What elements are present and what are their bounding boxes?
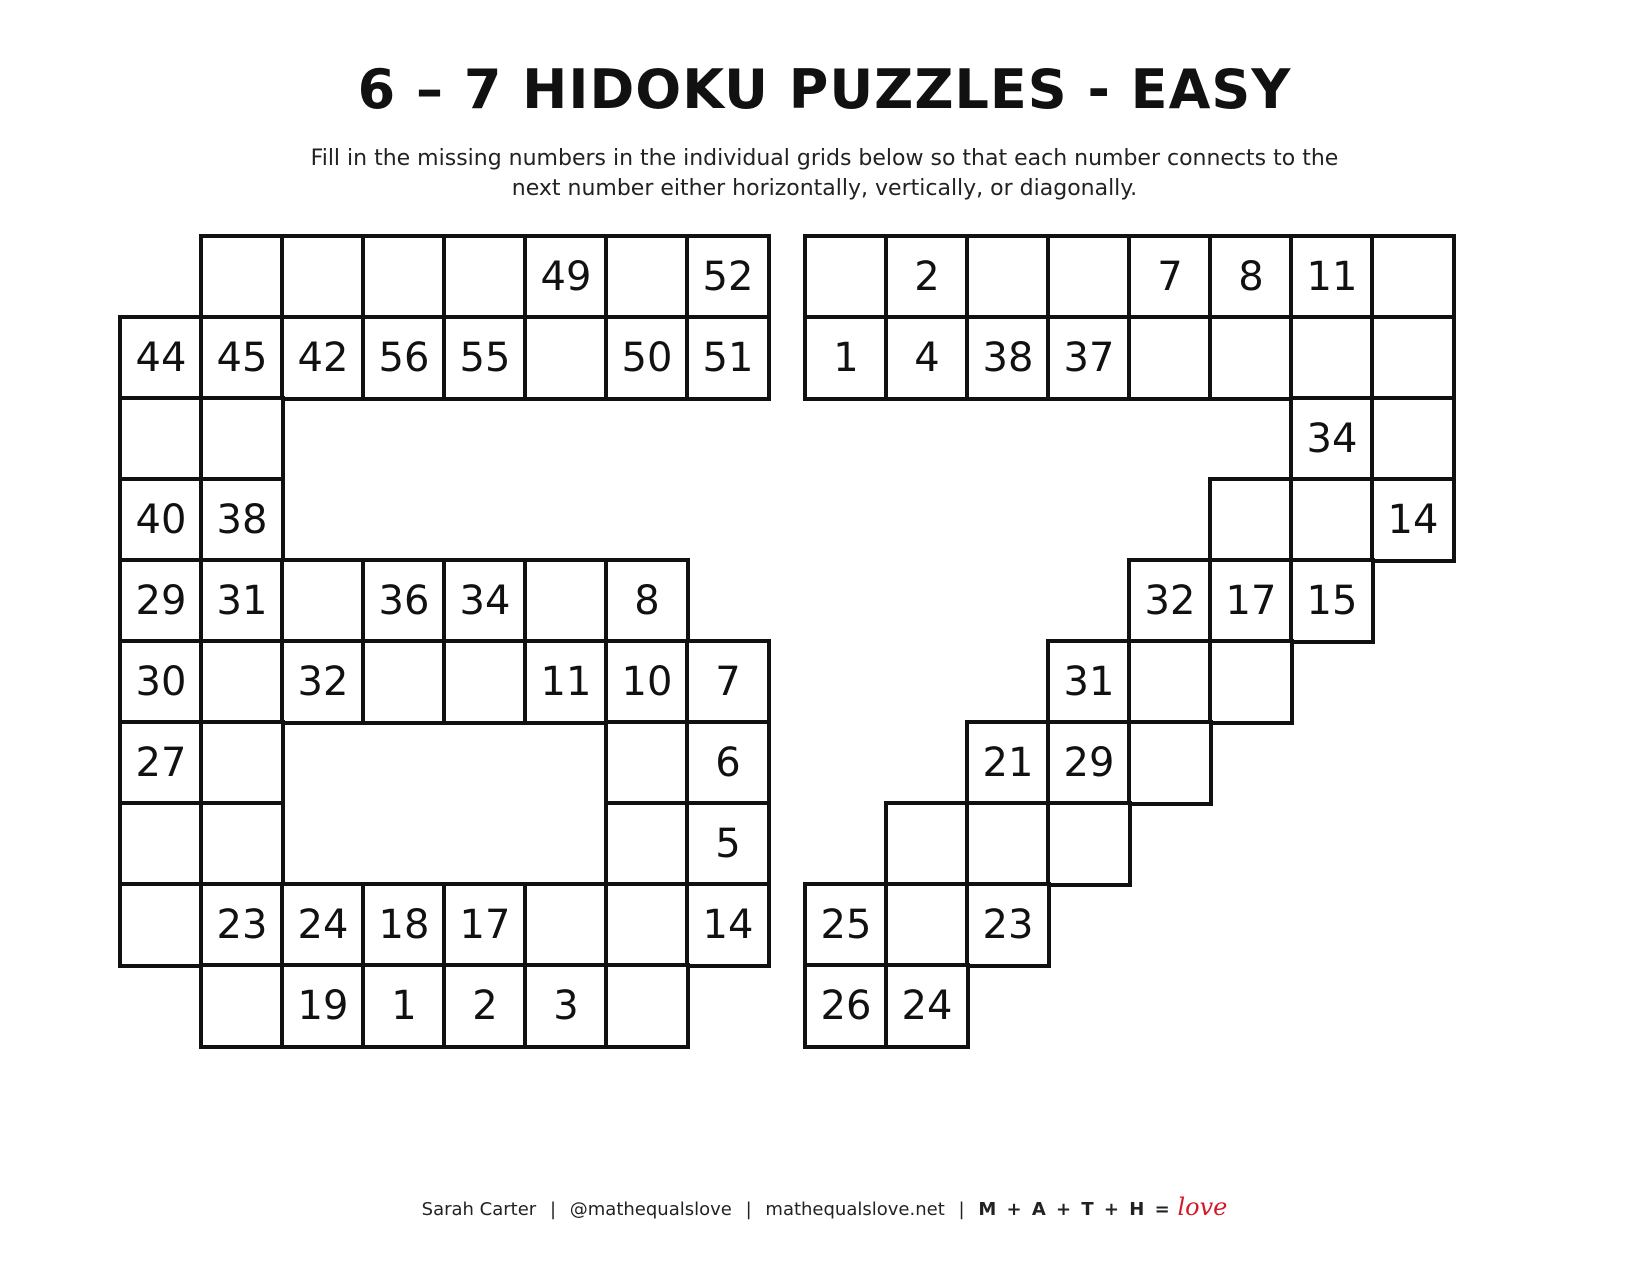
grid-cell[interactable]: 30 — [118, 639, 204, 725]
grid-cell[interactable]: 7 — [1127, 234, 1213, 320]
grid-cell[interactable] — [1370, 396, 1456, 482]
footer-love-logo: love — [1177, 1193, 1228, 1221]
grid-cell[interactable]: 34 — [1289, 396, 1375, 482]
grid-cell[interactable]: 18 — [361, 882, 447, 968]
grid-cell[interactable]: 5 — [685, 801, 771, 887]
instructions-line-1: Fill in the missing numbers in the individual grids below so that each number connects to the — [310, 146, 1339, 171]
grid-cell[interactable] — [604, 882, 690, 968]
grid-cell[interactable] — [199, 639, 285, 725]
grid-cell[interactable] — [1370, 234, 1456, 320]
grid-cell[interactable]: 37 — [1046, 315, 1132, 401]
grid-cell[interactable]: 31 — [1046, 639, 1132, 725]
grid-cell[interactable] — [965, 234, 1051, 320]
grid-cell[interactable]: 55 — [442, 315, 528, 401]
grid-cell[interactable] — [523, 558, 609, 644]
grid-cell[interactable]: 11 — [523, 639, 609, 725]
grid-cell[interactable] — [361, 639, 447, 725]
grid-cell[interactable] — [1127, 720, 1213, 806]
grid-cell[interactable]: 8 — [604, 558, 690, 644]
grid-cell[interactable] — [1046, 234, 1132, 320]
grid-cell[interactable]: 44 — [118, 315, 204, 401]
grid-cell[interactable]: 29 — [118, 558, 204, 644]
grid-cell[interactable]: 27 — [118, 720, 204, 806]
grid-cell[interactable]: 2 — [884, 234, 970, 320]
grid-cell[interactable] — [1208, 639, 1294, 725]
grid-cell[interactable]: 17 — [1208, 558, 1294, 644]
grid-cell[interactable] — [1289, 477, 1375, 563]
footer-handle: @mathequalslove — [569, 1199, 732, 1220]
grid-cell[interactable] — [361, 234, 447, 320]
grid-cell[interactable]: 21 — [965, 720, 1051, 806]
grid-cell[interactable] — [199, 396, 285, 482]
grid-cell[interactable]: 38 — [199, 477, 285, 563]
grid-cell[interactable] — [965, 801, 1051, 887]
grid-cell[interactable]: 51 — [685, 315, 771, 401]
grid-cell[interactable]: 49 — [523, 234, 609, 320]
grid-cell[interactable]: 23 — [199, 882, 285, 968]
grid-cell[interactable] — [523, 315, 609, 401]
grid-cell[interactable]: 50 — [604, 315, 690, 401]
grid-cell[interactable]: 26 — [803, 963, 889, 1049]
grid-cell[interactable] — [118, 801, 204, 887]
page-title: 6 – 7 HIDOKU PUZZLES - EASY — [357, 58, 1292, 121]
grid-cell[interactable] — [118, 396, 204, 482]
footer-separator: | — [549, 1199, 557, 1220]
grid-cell[interactable]: 38 — [965, 315, 1051, 401]
grid-cell[interactable] — [199, 801, 285, 887]
grid-cell[interactable]: 29 — [1046, 720, 1132, 806]
grid-cell[interactable]: 45 — [199, 315, 285, 401]
grid-cell[interactable]: 4 — [884, 315, 970, 401]
footer-separator: | — [958, 1199, 965, 1220]
grid-cell[interactable]: 15 — [1289, 558, 1375, 644]
grid-cell[interactable]: 19 — [280, 963, 366, 1049]
grid-cell[interactable] — [604, 801, 690, 887]
grid-cell[interactable] — [803, 234, 889, 320]
grid-cell[interactable] — [442, 639, 528, 725]
footer-site: mathequalslove.net — [765, 1199, 945, 1220]
grid-cell[interactable] — [884, 882, 970, 968]
grid-cell[interactable]: 23 — [965, 882, 1051, 968]
grid-cell[interactable]: 1 — [803, 315, 889, 401]
footer-author: Sarah Carter — [421, 1199, 537, 1220]
grid-cell[interactable]: 7 — [685, 639, 771, 725]
grid-cell[interactable]: 10 — [604, 639, 690, 725]
grid-cell[interactable] — [1046, 801, 1132, 887]
grid-cell[interactable]: 25 — [803, 882, 889, 968]
grid-cell[interactable] — [1127, 315, 1213, 401]
grid-cell[interactable] — [280, 558, 366, 644]
grid-cell[interactable]: 6 — [685, 720, 771, 806]
grid-cell[interactable]: 31 — [199, 558, 285, 644]
grid-cell[interactable]: 24 — [884, 963, 970, 1049]
grid-cell[interactable]: 2 — [442, 963, 528, 1049]
grid-cell[interactable] — [199, 234, 285, 320]
grid-cell[interactable] — [1127, 639, 1213, 725]
grid-cell[interactable]: 32 — [280, 639, 366, 725]
grid-cell[interactable]: 11 — [1289, 234, 1375, 320]
grid-cell[interactable]: 36 — [361, 558, 447, 644]
grid-cell[interactable]: 42 — [280, 315, 366, 401]
instructions-line-2: next number either horizontally, vertically, or diagonally. — [511, 176, 1138, 201]
grid-cell[interactable] — [280, 234, 366, 320]
grid-cell[interactable] — [604, 963, 690, 1049]
grid-cell[interactable] — [523, 882, 609, 968]
grid-cell[interactable] — [199, 963, 285, 1049]
grid-cell[interactable] — [442, 234, 528, 320]
grid-cell[interactable] — [1370, 315, 1456, 401]
grid-cell[interactable]: 52 — [685, 234, 771, 320]
grid-cell[interactable]: 14 — [685, 882, 771, 968]
grid-cell[interactable]: 40 — [118, 477, 204, 563]
grid-cell[interactable]: 17 — [442, 882, 528, 968]
grid-cell[interactable]: 34 — [442, 558, 528, 644]
instructions — [200, 144, 1449, 204]
footer — [0, 1193, 1649, 1221]
grid-cell[interactable] — [1289, 315, 1375, 401]
grid-cell[interactable] — [199, 720, 285, 806]
grid-cell[interactable]: 1 — [361, 963, 447, 1049]
grid-cell[interactable] — [604, 234, 690, 320]
grid-cell[interactable]: 14 — [1370, 477, 1456, 563]
grid-cell[interactable] — [1208, 315, 1294, 401]
grid-cell[interactable]: 32 — [1127, 558, 1213, 644]
footer-brand-logo: M + A + T + H = — [978, 1199, 1172, 1220]
grid-cell[interactable]: 8 — [1208, 234, 1294, 320]
grid-cell[interactable] — [118, 882, 204, 968]
grid-cell[interactable]: 56 — [361, 315, 447, 401]
grid-cell[interactable]: 3 — [523, 963, 609, 1049]
grid-cell[interactable] — [604, 720, 690, 806]
grid-cell[interactable] — [884, 801, 970, 887]
footer-separator: | — [745, 1199, 752, 1220]
grid-cell[interactable]: 24 — [280, 882, 366, 968]
grid-cell[interactable] — [1208, 477, 1294, 563]
